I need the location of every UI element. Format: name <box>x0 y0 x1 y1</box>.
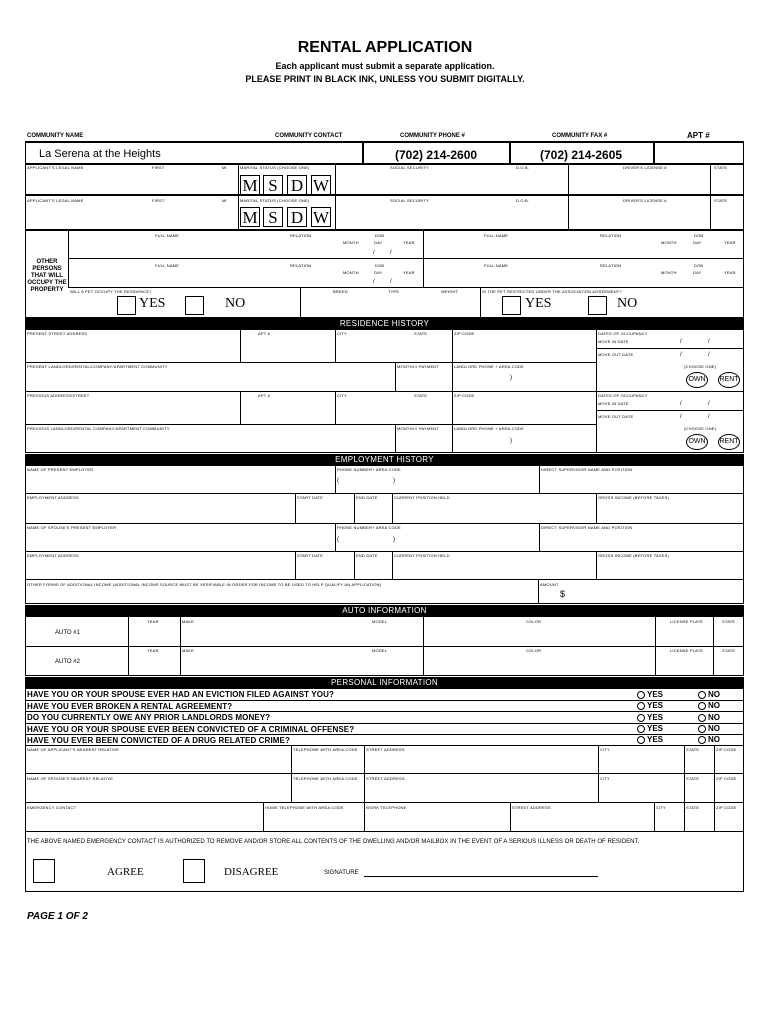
agree-checkbox[interactable] <box>33 859 55 883</box>
criminal-no-radio[interactable] <box>698 725 706 733</box>
broken-no-label: NO <box>708 701 720 710</box>
agree-label: AGREE <box>107 866 144 878</box>
restricted-yes-label: YES <box>525 296 552 311</box>
present-moveout-slash-b: / <box>708 352 710 358</box>
relative-street-label: STREET ADDRESS <box>366 747 405 752</box>
restricted-yes-checkbox[interactable] <box>502 296 521 315</box>
question-criminal: HAVE YOU OR YOUR SPOUSE EVER BEEN CONVICTED OF A CRIMINAL OFFENSE? <box>27 725 355 734</box>
pet-breed-label: BREED <box>333 289 348 294</box>
eviction-no-label: NO <box>708 690 720 699</box>
previous-movein-label: MOVE IN DATE <box>598 401 629 406</box>
broken-no-radio[interactable] <box>698 702 706 710</box>
auto2-state-label: STATE <box>722 648 736 653</box>
present-dates-label: DATES OF OCCUPANCY <box>598 331 648 336</box>
spouse-mi-label: MI <box>222 198 227 203</box>
drug-no-label: NO <box>708 735 720 744</box>
previous-movein-slash-b: / <box>708 401 710 407</box>
broken-yes-label: YES <box>647 701 664 710</box>
auto2-color-label: COLOR <box>526 648 542 653</box>
restricted-no-checkbox[interactable] <box>588 296 607 315</box>
occ2-fullname-label: FULL NAME <box>484 233 509 238</box>
spouse-employer-start-label: START DATE <box>297 553 324 558</box>
emergency-home-phone-label: HOME TELEPHONE WITH AREA CODE <box>265 805 344 810</box>
owe-no-radio[interactable] <box>698 714 706 722</box>
occ3-fullname-label: FULL NAME <box>155 263 180 268</box>
employer-phone-label: PHONE NUMBER+ AREA CODE <box>337 467 401 472</box>
occ2-relation-label: RELATION <box>600 233 622 238</box>
disagree-label: DISAGREE <box>224 866 279 878</box>
occupants-label: OTHER PERSONS THAT WILL OCCUPY THE PROPERTY <box>27 259 67 293</box>
occ4-dob-label: DOB <box>694 263 704 268</box>
auto2-model-label: MODEL <box>372 648 388 653</box>
applicant-marital-d[interactable]: D <box>287 175 307 195</box>
pets-yes-label: YES <box>139 296 166 311</box>
occ4-relation-label: RELATION <box>600 263 622 268</box>
question-broken-agreement: HAVE YOU EVER BROKEN A RENTAL AGREEMENT? <box>27 702 233 711</box>
present-address-label: PRESENT STREET ADDRESS <box>27 331 88 336</box>
present-apt-label: APT # <box>258 331 271 336</box>
applicant-dl-label: DRIVER'S LICENSE # <box>623 165 667 170</box>
spouse-marital-w[interactable]: W <box>312 208 330 227</box>
employer-label: NAME OF PRESENT EMPLOYER <box>27 467 94 472</box>
occ4-year-label: YEAR <box>724 270 736 275</box>
applicant-mi-label: MI <box>222 165 227 170</box>
eviction-yes-radio[interactable] <box>637 691 645 699</box>
previous-moveout-slash-a: / <box>680 414 682 420</box>
signature-line[interactable] <box>364 876 598 877</box>
spouse-employer-phone-paren-l: ( <box>337 537 339 543</box>
relative-city-label: CITY <box>600 747 610 752</box>
employment-history-header: EMPLOYMENT HISTORY <box>25 454 744 465</box>
previous-moveout-label: MOVE OUT DATE <box>598 414 634 419</box>
previous-state-label: STATE <box>414 393 428 398</box>
spouse-ssn-label: SOCIAL SECURITY <box>390 198 429 203</box>
spouse-employer-phone-label: PHONE NUMBER+ AREA CODE <box>337 525 401 530</box>
occ3-relation-label: RELATION <box>290 263 312 268</box>
employer-address-label: EMPLOYMENT ADDRESS <box>27 495 79 500</box>
criminal-yes-radio[interactable] <box>637 725 645 733</box>
previous-own-option[interactable]: OWN <box>686 434 708 450</box>
spouse-dl-label: DRIVER'S LICENSE # <box>623 198 667 203</box>
relative-state-label: STATE <box>686 747 700 752</box>
spouse-relative-name-label: NAME OF SPOUSE'S NEAREST RELATIVE <box>27 776 114 781</box>
spouse-relative-state-label: STATE <box>686 776 700 781</box>
page-instruction: PLEASE PRINT IN BLACK INK, UNLESS YOU SUBMIT DIGITALLY. <box>245 74 525 84</box>
page-number: PAGE 1 OF 2 <box>27 911 88 922</box>
employer-gross-label: GROSS INCOME (BEFORE TAXES) <box>598 495 670 500</box>
spouse-marital-label: MARITAL STATUS (CHOOSE ONE) <box>240 198 310 203</box>
present-zip-label: ZIP CODE <box>454 331 475 336</box>
employer-position-label: CURRENT POSITION HELD <box>394 495 450 500</box>
spouse-employer-end-label: END DATE <box>356 553 378 558</box>
pets-no-label: NO <box>225 296 246 311</box>
spouse-relative-phone-label: TELEPHONE WITH AREA CODE <box>293 776 358 781</box>
previous-landlord-label: PREVIOUS LANDLORD/RENTAL COMPANY/APARTMENT COMMUNITY <box>27 426 170 431</box>
residence-history-header: RESIDENCE HISTORY <box>25 318 744 329</box>
auto1-make-label: MAKE <box>182 619 195 624</box>
community-phone-label: COMMUNITY PHONE # <box>400 133 465 139</box>
spouse-relative-street-label: STREET ADDRESS <box>366 776 405 781</box>
applicant-name-label: APPLICANT'S LEGAL NAME <box>27 165 84 170</box>
emergency-zip-label: ZIP CODE <box>716 805 737 810</box>
auto1-color-label: COLOR <box>526 619 542 624</box>
auto2-make-label: MAKE <box>182 648 195 653</box>
disagree-checkbox[interactable] <box>183 859 205 883</box>
drug-yes-label: YES <box>647 735 664 744</box>
page-title: RENTAL APPLICATION <box>297 39 473 56</box>
auto1-label: AUTO #1 <box>55 630 80 636</box>
employer-supervisor-label: DIRECT SUPERVISOR NAME AND POSITION <box>541 467 633 472</box>
present-movein-label: MOVE IN DATE <box>598 339 629 344</box>
apt-label: APT # <box>687 131 710 140</box>
occ3-year-label: YEAR <box>403 270 415 275</box>
owe-yes-label: YES <box>647 713 664 722</box>
occ1-dob-label: DOB <box>375 233 385 238</box>
occ1-slash-b: / <box>390 250 392 256</box>
emergency-work-phone-label: WORK TELEPHONE <box>366 805 407 810</box>
auto2-year-label: YEAR <box>147 648 159 653</box>
occ2-year-label: YEAR <box>724 240 736 245</box>
other-income-label: OTHER FORMS OF ADDITIONAL INCOME (ADDITIONAL INCOME SOURCE MUST BE VERIFIABLE IN ORDER FOR INCOME TO BE USED TO HELP QUALIFY AN APPLICATION) <box>27 582 382 587</box>
spouse-employer-label: NAME OF SPOUSE'S PRESENT EMPLOYER <box>27 525 117 530</box>
spouse-dob-label: D.O.B. <box>516 198 530 203</box>
employer-start-label: START DATE <box>297 495 324 500</box>
spouse-marital-d[interactable]: D <box>287 207 307 227</box>
present-landlord-label: PRESENT LANDLORD/RENTAL/COMPANY/APARTMENT COMMUNITY <box>27 364 168 369</box>
occ3-day-label: DAY <box>374 270 383 275</box>
occ4-month-label: MONTH <box>661 270 677 275</box>
present-landlord-phone-label: LANDLORD PHONE + AREA CODE <box>454 364 524 369</box>
auto2-plate-label: LICENSE PLATE <box>670 648 704 653</box>
spouse-marital-s[interactable]: S <box>263 207 283 227</box>
present-moveout-slash-a: / <box>680 352 682 358</box>
drug-yes-radio[interactable] <box>637 736 645 744</box>
drug-no-radio[interactable] <box>698 736 706 744</box>
other-income-amount-label: AMOUNT <box>540 582 559 587</box>
occ3-slash-a: / <box>373 279 375 285</box>
previous-zip-label: ZIP CODE <box>454 393 475 398</box>
present-choose-one: (CHOOSE ONE) <box>684 364 717 369</box>
spouse-employer-gross-label: GROSS INCOME (BEFORE TAXES) <box>598 553 670 558</box>
occ3-slash-b: / <box>390 279 392 285</box>
present-city-label: CITY <box>337 331 347 336</box>
spouse-name-label: APPLICANT'S LEGAL NAME <box>27 198 84 203</box>
occ1-month-label: MONTH <box>343 240 359 245</box>
spouse-employer-position-label: CURRENT POSITION HELD <box>394 553 450 558</box>
pets-no-checkbox[interactable] <box>185 296 204 315</box>
spouse-employer-supervisor-label: DIRECT SUPERVISOR NAME AND POSITION <box>541 525 633 530</box>
auto1-year-label: YEAR <box>147 619 159 624</box>
relative-name-label: NAME OF APPLICANT'S NEAREST RELATIVE <box>27 747 120 752</box>
spouse-relative-zip-label: ZIP CODE <box>716 776 737 781</box>
auto2-label: AUTO #2 <box>55 659 80 665</box>
owe-yes-radio[interactable] <box>637 714 645 722</box>
eviction-yes-label: YES <box>647 690 664 699</box>
occ3-month-label: MONTH <box>343 270 359 275</box>
relative-zip-label: ZIP CODE <box>716 747 737 752</box>
auto1-model-label: MODEL <box>372 619 388 624</box>
emergency-state-label: STATE <box>686 805 700 810</box>
pets-question: WILL A PET OCCUPY THE RESIDENCE? <box>70 289 152 294</box>
pet-type-label: TYPE <box>388 289 400 294</box>
community-name-value: La Serena at the Heights <box>39 148 161 160</box>
other-income-dollar: $ <box>560 589 566 599</box>
previous-dates-label: DATES OF OCCUPANCY <box>598 393 648 398</box>
page-subtitle: Each applicant must submit a separate application. <box>275 61 495 71</box>
applicant-marital-s[interactable]: S <box>263 175 283 195</box>
previous-choose-one: (CHOOSE ONE) <box>684 426 717 431</box>
employer-phone-paren-l: ( <box>337 478 339 484</box>
previous-landlord-phone-label: LANDLORD PHONE + AREA CODE <box>454 426 524 431</box>
occ4-fullname-label: FULL NAME <box>484 263 509 268</box>
occ1-slash-a: / <box>373 250 375 256</box>
present-landlord-phone-paren: ) <box>510 375 512 381</box>
auto1-state-label: STATE <box>722 619 736 624</box>
previous-payment-label: MONTHLY PAYMENT <box>397 426 440 431</box>
pet-restricted-question: IS THE PET RESTRICTED UNDER THE ASSOCIATION AGREEMENT? <box>482 289 622 294</box>
occ2-day-label: DAY <box>693 240 702 245</box>
owe-no-label: NO <box>708 713 720 722</box>
applicant-marital-m[interactable]: M <box>240 175 260 195</box>
present-movein-slash-b: / <box>708 339 710 345</box>
occ1-year-label: YEAR <box>403 240 415 245</box>
community-fax-value: (702) 214-2605 <box>540 148 623 162</box>
previous-apt-label: APT # <box>258 393 271 398</box>
question-owe-money: DO YOU CURRENTLY OWE ANY PRIOR LANDLORDS MONEY? <box>27 713 271 722</box>
applicant-first-label: FIRST <box>152 165 165 170</box>
pet-weight-label: WEIGHT <box>441 289 459 294</box>
question-eviction: HAVE YOU OR YOUR SPOUSE EVER HAD AN EVICTION FILED AGAINST YOU? <box>27 690 334 699</box>
occ1-fullname-label: FULL NAME <box>155 233 180 238</box>
relative-phone-label: TELEPHONE WITH AREA CODE <box>293 747 358 752</box>
broken-yes-radio[interactable] <box>637 702 645 710</box>
question-drug: HAVE YOU EVER BEEN CONVICTED OF A DRUG RELATED CRIME? <box>27 736 290 745</box>
previous-landlord-phone-paren: ) <box>510 438 512 444</box>
community-fax-label: COMMUNITY FAX # <box>552 133 608 139</box>
employer-phone-paren-r: ) <box>393 478 395 484</box>
previous-address-label: PREVIOUS ADDRESS/STREET <box>27 393 90 398</box>
previous-city-label: CITY <box>337 393 347 398</box>
occ1-day-label: DAY <box>374 240 383 245</box>
emergency-contact-label: EMERGENCY CONTACT <box>27 805 77 810</box>
community-phone-value: (702) 214-2600 <box>395 148 478 162</box>
applicant-marital-label: MARITAL STATUS (CHOOSE ONE) <box>240 165 310 170</box>
occ3-dob-label: DOB <box>375 263 385 268</box>
applicant-state-label: STATE <box>714 165 728 170</box>
personal-information-header: PERSONAL INFORMATION <box>25 677 744 688</box>
pets-yes-checkbox[interactable] <box>117 296 136 315</box>
previous-rent-option[interactable]: RENT <box>718 434 740 450</box>
authorization-text: THE ABOVE NAMED EMERGENCY CONTACT IS AUTHORIZED TO REMOVE AND/OR STORE ALL CONTENTS OF THE DWELLING AND/OR MAILBOX IN THE EVENT OF A SERIOUS ILLNESS OR DEATH OF RESIDENT. <box>27 839 640 845</box>
emergency-street-label: STREET ADDRESS <box>512 805 551 810</box>
apt-field[interactable] <box>654 142 744 164</box>
signature-label: SIGNATURE <box>324 870 359 876</box>
auto1-plate-label: LICENSE PLATE <box>670 619 704 624</box>
applicant-marital-w[interactable]: W <box>312 176 330 195</box>
occ2-month-label: MONTH <box>661 240 677 245</box>
restricted-no-label: NO <box>617 296 638 311</box>
present-rent-option[interactable]: RENT <box>718 372 740 388</box>
applicant-ssn-label: SOCIAL SECURITY <box>390 165 429 170</box>
spouse-state-label: STATE <box>714 198 728 203</box>
community-name-label: COMMUNITY NAME <box>27 133 84 139</box>
spouse-employer-phone-paren-r: ) <box>393 537 395 543</box>
present-moveout-label: MOVE OUT DATE <box>598 352 634 357</box>
spouse-first-label: FIRST <box>152 198 165 203</box>
applicant-dob-label: D.O.B. <box>516 165 530 170</box>
emergency-city-label: CITY <box>656 805 666 810</box>
occ2-dob-label: DOB <box>694 233 704 238</box>
present-state-label: STATE <box>414 331 428 336</box>
community-contact-label: COMMUNITY CONTACT <box>275 133 343 139</box>
present-own-option[interactable]: OWN <box>686 372 708 388</box>
spouse-employer-address-label: EMPLOYMENT ADDRESS <box>27 553 79 558</box>
occ1-relation-label: RELATION <box>290 233 312 238</box>
auto-information-header: AUTO INFORMATION <box>25 605 744 616</box>
previous-moveout-slash-b: / <box>708 414 710 420</box>
previous-movein-slash-a: / <box>680 401 682 407</box>
spouse-relative-city-label: CITY <box>600 776 610 781</box>
present-movein-slash-a: / <box>680 339 682 345</box>
occ4-day-label: DAY <box>693 270 702 275</box>
present-payment-label: MONTHLY PAYMENT <box>397 364 440 369</box>
criminal-no-label: NO <box>708 724 720 733</box>
employer-end-label: END DATE <box>356 495 378 500</box>
criminal-yes-label: YES <box>647 724 664 733</box>
eviction-no-radio[interactable] <box>698 691 706 699</box>
spouse-marital-m[interactable]: M <box>240 207 260 227</box>
